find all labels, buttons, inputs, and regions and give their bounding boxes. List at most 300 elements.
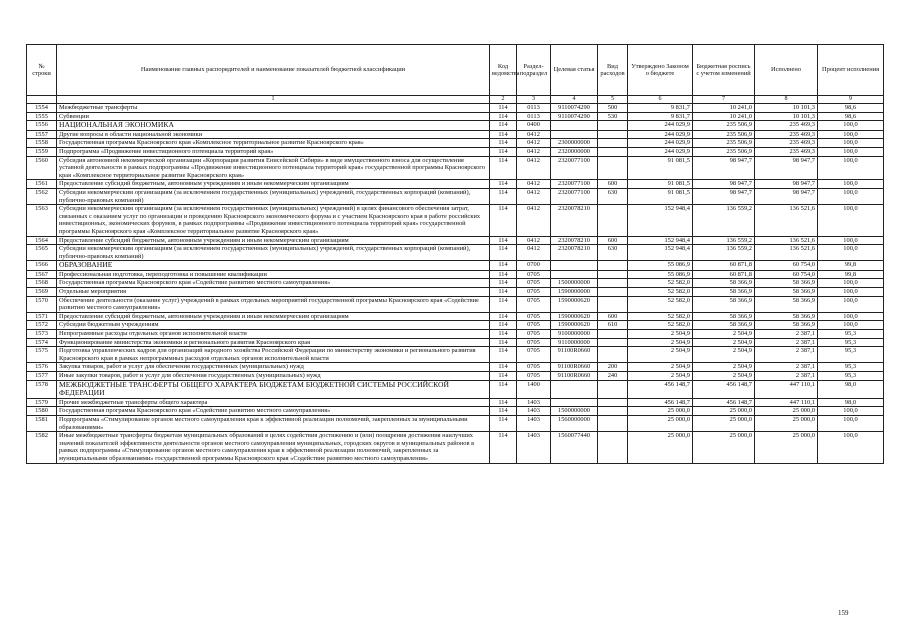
row-name: Непрограммные расходы отдельных органов исполнительной власти xyxy=(57,330,490,339)
row-percent: 100,0 xyxy=(818,296,884,312)
row-percent: 100,0 xyxy=(818,321,884,330)
table-row xyxy=(27,288,884,297)
row-razdel: 0412 xyxy=(517,156,551,180)
row-executed: 447 110,1 xyxy=(755,380,818,398)
row-ved: 114 xyxy=(490,296,517,312)
row-target-article: 2320000000 xyxy=(551,147,598,156)
header-name: Наименование главных распорядителей и наименование показателей бюджетной классификации xyxy=(57,45,490,96)
row-razdel: 0705 xyxy=(517,338,551,347)
row-razdel: 0705 xyxy=(517,288,551,297)
row-razdel: 0705 xyxy=(517,270,551,279)
row-approved: 55 086,9 xyxy=(628,270,693,279)
row-ved: 114 xyxy=(490,245,517,261)
row-target-article: 1590000620 xyxy=(551,312,598,321)
row-expense-type: 500 xyxy=(598,104,628,113)
row-approved: 2 504,9 xyxy=(628,338,693,347)
row-executed: 98 947,7 xyxy=(755,180,818,189)
row-target-article: 1590000620 xyxy=(551,321,598,330)
colnum xyxy=(27,96,57,104)
row-executed: 98 947,7 xyxy=(755,188,818,204)
row-budget-list: 2 504,9 xyxy=(693,338,755,347)
row-ved: 114 xyxy=(490,330,517,339)
table-row xyxy=(27,147,884,156)
row-number: 1578 xyxy=(27,380,57,398)
row-ved: 114 xyxy=(490,112,517,121)
row-target-article: 1500000000 xyxy=(551,407,598,416)
budget-table xyxy=(26,44,884,464)
row-budget-list: 2 504,9 xyxy=(693,330,755,339)
row-number: 1566 xyxy=(27,261,57,271)
row-budget-list: 25 000,0 xyxy=(693,415,755,431)
row-expense-type: 630 xyxy=(598,188,628,204)
row-expense-type: 600 xyxy=(598,312,628,321)
row-name: Закупка товаров, работ и услуг для обеспечения государственных (муниципальных) нужд xyxy=(57,363,490,372)
row-percent: 100,0 xyxy=(818,139,884,148)
table-row xyxy=(27,432,884,463)
row-percent: 99,8 xyxy=(818,270,884,279)
row-executed: 136 521,6 xyxy=(755,205,818,236)
row-target-article: 2320077100 xyxy=(551,180,598,189)
header-pct: Процент исполнения xyxy=(818,45,884,96)
row-target-article: 2320078210 xyxy=(551,205,598,236)
row-razdel: 0412 xyxy=(517,147,551,156)
row-expense-type xyxy=(598,380,628,398)
row-target-article: 2320078210 xyxy=(551,236,598,245)
row-target-article: 2300000000 xyxy=(551,139,598,148)
row-expense-type xyxy=(598,156,628,180)
row-name: Субсидия автономной некоммерческой организации «Корпорация развития Енисейской Сибири» в виде имущественного взноса для осуществления уставной деятельности в рамках подпрограммы «Продвижение инвестиционного потенциала территорий края» государственной программы Красноярского края «Комплексное территориальное развитие Красноярского края» xyxy=(57,156,490,180)
row-expense-type xyxy=(598,330,628,339)
row-name: Предоставление субсидий бюджетным, автономным учреждениям и иным некоммерческим организациям xyxy=(57,312,490,321)
row-budget-list: 2 504,9 xyxy=(693,347,755,363)
row-ved: 114 xyxy=(490,398,517,407)
row-executed: 58 366,9 xyxy=(755,279,818,288)
row-approved: 52 582,0 xyxy=(628,312,693,321)
row-expense-type: 240 xyxy=(598,372,628,381)
row-ved: 114 xyxy=(490,432,517,463)
row-budget-list: 58 366,9 xyxy=(693,321,755,330)
row-number: 1582 xyxy=(27,432,57,463)
row-name: Субсидии некоммерческим организациям (за исключением государственных (муниципальных) учреждений, государственных корпораций (компаний), публично-правовых компаний) xyxy=(57,188,490,204)
row-budget-list: 25 000,0 xyxy=(693,432,755,463)
row-percent: 100,0 xyxy=(818,415,884,431)
row-budget-list: 58 366,9 xyxy=(693,279,755,288)
row-executed: 136 521,6 xyxy=(755,245,818,261)
row-ved: 114 xyxy=(490,279,517,288)
row-name: Субвенции xyxy=(57,112,490,121)
row-number: 1568 xyxy=(27,279,57,288)
colnum: 2 xyxy=(490,96,517,104)
row-name: Субсидии бюджетным учреждениям xyxy=(57,321,490,330)
row-name: Межбюджетные трансферты xyxy=(57,104,490,113)
row-razdel: 0400 xyxy=(517,121,551,131)
row-name: Другие вопросы в области национальной экономики xyxy=(57,130,490,139)
row-name: Предоставление субсидий бюджетным, автономным учреждениям и иным некоммерческим организациям xyxy=(57,180,490,189)
row-name: Подпрограмма «Продвижение инвестиционного потенциала территорий края» xyxy=(57,147,490,156)
row-ved: 114 xyxy=(490,372,517,381)
row-approved: 2 504,9 xyxy=(628,347,693,363)
row-executed: 98 947,7 xyxy=(755,156,818,180)
row-name: Государственная программа Красноярского края «Содействие развитию местного самоуправления» xyxy=(57,279,490,288)
row-name: Функционирование министерства экономики и регионального развития Красноярского края xyxy=(57,338,490,347)
row-target-article: 9110074290 xyxy=(551,104,598,113)
header-vr: Вид расходов xyxy=(598,45,628,96)
row-approved: 244 029,9 xyxy=(628,147,693,156)
table-row xyxy=(27,270,884,279)
row-expense-type xyxy=(598,398,628,407)
row-name: Иные межбюджетные трансферты бюджетам муниципальных образований в целях содействия достижению и (или) поощрения достижения наилучших значений показателей эффективности деятельности органов местного самоуправления муниципальных, городских округов и муниципальных районов в рамках подпрограммы «Стимулирование органов местного самоуправления края к эффективной реализации полномочий, закрепленных за муниципальными образованиями» государственной программы Красноярского края «Содействие развитию местного самоуправления» xyxy=(57,432,490,463)
row-approved: 91 081,5 xyxy=(628,188,693,204)
row-percent: 100,0 xyxy=(818,188,884,204)
row-name: МЕЖБЮДЖЕТНЫЕ ТРАНСФЕРТЫ ОБЩЕГО ХАРАКТЕРА БЮДЖЕТАМ БЮДЖЕТНОЙ СИСТЕМЫ РОССИЙСКОЙ ФЕДЕРАЦИИ xyxy=(57,380,490,398)
colnum: 5 xyxy=(598,96,628,104)
row-razdel: 0705 xyxy=(517,330,551,339)
row-executed: 235 469,3 xyxy=(755,139,818,148)
table-header xyxy=(27,45,884,104)
header-isp: Исполнено xyxy=(755,45,818,96)
row-approved: 9 831,7 xyxy=(628,112,693,121)
row-percent: 98,6 xyxy=(818,104,884,113)
row-razdel: 1403 xyxy=(517,398,551,407)
row-razdel: 0705 xyxy=(517,363,551,372)
row-budget-list: 58 366,9 xyxy=(693,288,755,297)
row-percent: 100,0 xyxy=(818,288,884,297)
row-target-article: 1500000000 xyxy=(551,279,598,288)
row-percent: 100,0 xyxy=(818,147,884,156)
row-percent: 95,3 xyxy=(818,347,884,363)
row-number: 1581 xyxy=(27,415,57,431)
row-number: 1557 xyxy=(27,130,57,139)
row-expense-type: 600 xyxy=(598,236,628,245)
row-executed: 60 754,0 xyxy=(755,261,818,271)
row-budget-list: 456 148,7 xyxy=(693,380,755,398)
table-row xyxy=(27,236,884,245)
row-expense-type xyxy=(598,139,628,148)
header-cs: Целевая статья xyxy=(551,45,598,96)
header-num: № строки xyxy=(27,45,57,96)
row-target-article: 91100R0660 xyxy=(551,347,598,363)
row-budget-list: 10 241,0 xyxy=(693,112,755,121)
row-budget-list: 136 559,2 xyxy=(693,245,755,261)
row-number: 1572 xyxy=(27,321,57,330)
row-number: 1562 xyxy=(27,188,57,204)
row-razdel: 0705 xyxy=(517,312,551,321)
row-budget-list: 60 871,8 xyxy=(693,261,755,271)
row-ved: 114 xyxy=(490,363,517,372)
row-target-article: 2320078210 xyxy=(551,245,598,261)
row-target-article xyxy=(551,130,598,139)
row-executed: 25 000,0 xyxy=(755,432,818,463)
row-budget-list: 98 947,7 xyxy=(693,156,755,180)
table-row xyxy=(27,347,884,363)
row-budget-list: 235 506,9 xyxy=(693,147,755,156)
row-number: 1576 xyxy=(27,363,57,372)
row-approved: 52 582,0 xyxy=(628,279,693,288)
table-row xyxy=(27,245,884,261)
row-number: 1579 xyxy=(27,398,57,407)
colnum: 8 xyxy=(755,96,818,104)
row-executed: 10 101,3 xyxy=(755,112,818,121)
row-approved: 152 948,4 xyxy=(628,245,693,261)
colnum: 9 xyxy=(818,96,884,104)
row-ved: 114 xyxy=(490,338,517,347)
row-ved: 114 xyxy=(490,380,517,398)
row-number: 1577 xyxy=(27,372,57,381)
row-razdel: 1403 xyxy=(517,407,551,416)
row-budget-list: 136 559,2 xyxy=(693,236,755,245)
row-target-article: 2320077100 xyxy=(551,156,598,180)
row-name: Предоставление субсидий бюджетным, автономным учреждениям и иным некоммерческим организациям xyxy=(57,236,490,245)
row-number: 1575 xyxy=(27,347,57,363)
table-row xyxy=(27,130,884,139)
row-target-article xyxy=(551,380,598,398)
row-expense-type xyxy=(598,270,628,279)
row-ved: 114 xyxy=(490,188,517,204)
row-name: Иные закупки товаров, работ и услуг для обеспечения государственных (муниципальных) нужд xyxy=(57,372,490,381)
row-expense-type: 630 xyxy=(598,245,628,261)
row-percent: 95,3 xyxy=(818,330,884,339)
table-row xyxy=(27,104,884,113)
row-name: Государственная программа Красноярского края «Комплексное территориальное развитие Красноярского края» xyxy=(57,139,490,148)
row-name: ОБРАЗОВАНИЕ xyxy=(57,261,490,271)
row-number: 1571 xyxy=(27,312,57,321)
header-utv: Утверждено Законом о бюджете xyxy=(628,45,693,96)
row-budget-list: 58 366,9 xyxy=(693,296,755,312)
row-executed: 25 000,0 xyxy=(755,415,818,431)
row-target-article: 1560000000 xyxy=(551,415,598,431)
row-budget-list: 25 000,0 xyxy=(693,407,755,416)
row-executed: 58 366,9 xyxy=(755,288,818,297)
row-name: Обеспечение деятельности (оказание услуг) учреждений в рамках отдельных мероприятий государственной программы Красноярского края «Содействие развитию местного самоуправления» xyxy=(57,296,490,312)
row-name: Профессиональная подготовка, переподготовка и повышение квалификации xyxy=(57,270,490,279)
row-name: Подпрограмма «Стимулирование органов местного самоуправления края к эффективной реализации полномочий, закрепленных за муниципальными образованиями» xyxy=(57,415,490,431)
row-executed: 25 000,0 xyxy=(755,407,818,416)
row-percent: 100,0 xyxy=(818,245,884,261)
row-percent: 100,0 xyxy=(818,156,884,180)
row-razdel: 0412 xyxy=(517,139,551,148)
row-approved: 2 504,9 xyxy=(628,363,693,372)
row-approved: 55 086,9 xyxy=(628,261,693,271)
row-number: 1574 xyxy=(27,338,57,347)
row-budget-list: 235 506,9 xyxy=(693,139,755,148)
budget-table-sheet xyxy=(26,44,883,464)
row-expense-type xyxy=(598,121,628,131)
row-executed: 136 521,6 xyxy=(755,236,818,245)
table-row xyxy=(27,330,884,339)
row-approved: 152 948,4 xyxy=(628,205,693,236)
row-expense-type xyxy=(598,130,628,139)
table-row xyxy=(27,156,884,180)
row-razdel: 0705 xyxy=(517,347,551,363)
row-razdel: 0705 xyxy=(517,321,551,330)
row-executed: 447 110,1 xyxy=(755,398,818,407)
row-approved: 91 081,5 xyxy=(628,156,693,180)
row-target-article: 1590000000 xyxy=(551,288,598,297)
row-number: 1569 xyxy=(27,288,57,297)
row-razdel: 1403 xyxy=(517,415,551,431)
row-percent: 100,0 xyxy=(818,130,884,139)
row-number: 1563 xyxy=(27,205,57,236)
row-approved: 25 000,0 xyxy=(628,432,693,463)
row-number: 1564 xyxy=(27,236,57,245)
row-target-article: 91100R0660 xyxy=(551,372,598,381)
row-target-article: 1590000620 xyxy=(551,296,598,312)
row-approved: 25 000,0 xyxy=(628,415,693,431)
row-percent: 100,0 xyxy=(818,279,884,288)
row-budget-list: 98 947,7 xyxy=(693,188,755,204)
row-target-article: 2320077100 xyxy=(551,188,598,204)
row-target-article: 9110074290 xyxy=(551,112,598,121)
row-percent: 100,0 xyxy=(818,121,884,131)
table-row xyxy=(27,205,884,236)
colnum: 6 xyxy=(628,96,693,104)
row-ved: 114 xyxy=(490,312,517,321)
row-executed: 2 387,1 xyxy=(755,338,818,347)
table-row xyxy=(27,139,884,148)
row-approved: 9 831,7 xyxy=(628,104,693,113)
row-approved: 25 000,0 xyxy=(628,407,693,416)
row-executed: 2 387,1 xyxy=(755,363,818,372)
row-number: 1565 xyxy=(27,245,57,261)
row-name: Государственная программа Красноярского края «Содействие развитию местного самоуправления» xyxy=(57,407,490,416)
row-ved: 114 xyxy=(490,121,517,131)
row-percent: 95,3 xyxy=(818,372,884,381)
row-approved: 244 029,9 xyxy=(628,139,693,148)
row-number: 1559 xyxy=(27,147,57,156)
row-number: 1580 xyxy=(27,407,57,416)
row-budget-list: 60 871,8 xyxy=(693,270,755,279)
row-approved: 244 029,9 xyxy=(628,121,693,131)
row-approved: 456 148,7 xyxy=(628,380,693,398)
row-number: 1558 xyxy=(27,139,57,148)
row-name: Субсидии некоммерческим организациям (за исключением государственных (муниципальных) учреждений) в целях финансового обеспечения затрат, связанных с оказанием услуг по организации и проведению Красноярского экономического форума и с участием Красноярского края в работе российских инвестиционных, экономических форумов, в рамках подпрограммы «Продвижение инвестиционного потенциала территорий края» государственной программы Красноярского края «Комплексное территориальное развитие Красноярского края» xyxy=(57,205,490,236)
row-budget-list: 2 504,9 xyxy=(693,363,755,372)
row-expense-type: 530 xyxy=(598,112,628,121)
row-executed: 235 469,3 xyxy=(755,130,818,139)
row-razdel: 0412 xyxy=(517,130,551,139)
row-razdel: 0412 xyxy=(517,180,551,189)
row-executed: 2 387,1 xyxy=(755,372,818,381)
row-budget-list: 58 366,9 xyxy=(693,312,755,321)
table-row xyxy=(27,188,884,204)
row-ved: 114 xyxy=(490,156,517,180)
row-percent: 100,0 xyxy=(818,432,884,463)
row-percent: 100,0 xyxy=(818,180,884,189)
row-expense-type xyxy=(598,407,628,416)
row-number: 1570 xyxy=(27,296,57,312)
row-percent: 95,3 xyxy=(818,363,884,372)
page-number: 159 xyxy=(838,609,849,617)
row-razdel: 0412 xyxy=(517,188,551,204)
row-razdel: 0412 xyxy=(517,205,551,236)
header-razdel: Раздел-подраздел xyxy=(517,45,551,96)
row-expense-type xyxy=(598,296,628,312)
row-percent: 100,0 xyxy=(818,312,884,321)
table-row xyxy=(27,415,884,431)
row-ved: 114 xyxy=(490,321,517,330)
row-ved: 114 xyxy=(490,180,517,189)
row-target-article xyxy=(551,261,598,271)
row-number: 1573 xyxy=(27,330,57,339)
row-name: НАЦИОНАЛЬНАЯ ЭКОНОМИКА xyxy=(57,121,490,131)
row-expense-type xyxy=(598,279,628,288)
table-body xyxy=(27,104,884,464)
row-ved: 114 xyxy=(490,130,517,139)
row-razdel: 0705 xyxy=(517,372,551,381)
row-razdel: 0412 xyxy=(517,245,551,261)
row-expense-type xyxy=(598,347,628,363)
row-name: Подготовка управленческих кадров для организаций народного хозяйства Российской Федерации по министерству экономики и регионального развития Красноярского края в рамках непрограммных расходов отдельных органов исполнительной власти xyxy=(57,347,490,363)
table-row xyxy=(27,321,884,330)
row-executed: 58 366,9 xyxy=(755,321,818,330)
column-numbers-row xyxy=(27,96,884,104)
row-ved: 114 xyxy=(490,407,517,416)
row-number: 1554 xyxy=(27,104,57,113)
row-target-article: 9100000000 xyxy=(551,330,598,339)
row-approved: 52 582,0 xyxy=(628,288,693,297)
row-percent: 98,6 xyxy=(818,112,884,121)
row-executed: 235 469,3 xyxy=(755,147,818,156)
row-razdel: 0700 xyxy=(517,261,551,271)
table-row xyxy=(27,407,884,416)
row-budget-list: 456 148,7 xyxy=(693,398,755,407)
row-expense-type xyxy=(598,338,628,347)
row-razdel: 0705 xyxy=(517,296,551,312)
row-executed: 235 469,3 xyxy=(755,121,818,131)
row-executed: 58 366,9 xyxy=(755,296,818,312)
row-expense-type: 600 xyxy=(598,180,628,189)
table-row xyxy=(27,121,884,131)
row-approved: 244 029,9 xyxy=(628,130,693,139)
row-ved: 114 xyxy=(490,270,517,279)
row-target-article xyxy=(551,270,598,279)
row-budget-list: 2 504,9 xyxy=(693,372,755,381)
header-ved: Код ведомства xyxy=(490,45,517,96)
table-row xyxy=(27,363,884,372)
row-expense-type xyxy=(598,147,628,156)
row-approved: 91 081,5 xyxy=(628,180,693,189)
colnum: 1 xyxy=(57,96,490,104)
header-rosp: Бюджетная роспись с учетом изменений xyxy=(693,45,755,96)
row-executed: 10 101,3 xyxy=(755,104,818,113)
row-expense-type xyxy=(598,432,628,463)
colnum: 4 xyxy=(551,96,598,104)
row-number: 1555 xyxy=(27,112,57,121)
row-name: Субсидии некоммерческим организациям (за исключением государственных (муниципальных) учреждений, государственных корпораций (компаний), публично-правовых компаний) xyxy=(57,245,490,261)
row-number: 1556 xyxy=(27,121,57,131)
row-ved: 114 xyxy=(490,288,517,297)
row-percent: 98,0 xyxy=(818,380,884,398)
row-approved: 2 504,9 xyxy=(628,330,693,339)
row-percent: 98,0 xyxy=(818,398,884,407)
row-percent: 100,0 xyxy=(818,407,884,416)
row-budget-list: 98 947,7 xyxy=(693,180,755,189)
row-razdel: 0113 xyxy=(517,112,551,121)
row-number: 1560 xyxy=(27,156,57,180)
row-executed: 2 387,1 xyxy=(755,330,818,339)
row-razdel: 0412 xyxy=(517,236,551,245)
row-target-article: 9110000000 xyxy=(551,338,598,347)
table-row xyxy=(27,372,884,381)
colnum: 7 xyxy=(693,96,755,104)
table-row xyxy=(27,380,884,398)
row-approved: 52 582,0 xyxy=(628,296,693,312)
row-approved: 152 948,4 xyxy=(628,236,693,245)
row-razdel: 1403 xyxy=(517,432,551,463)
row-target-article xyxy=(551,398,598,407)
row-number: 1561 xyxy=(27,180,57,189)
row-expense-type xyxy=(598,288,628,297)
